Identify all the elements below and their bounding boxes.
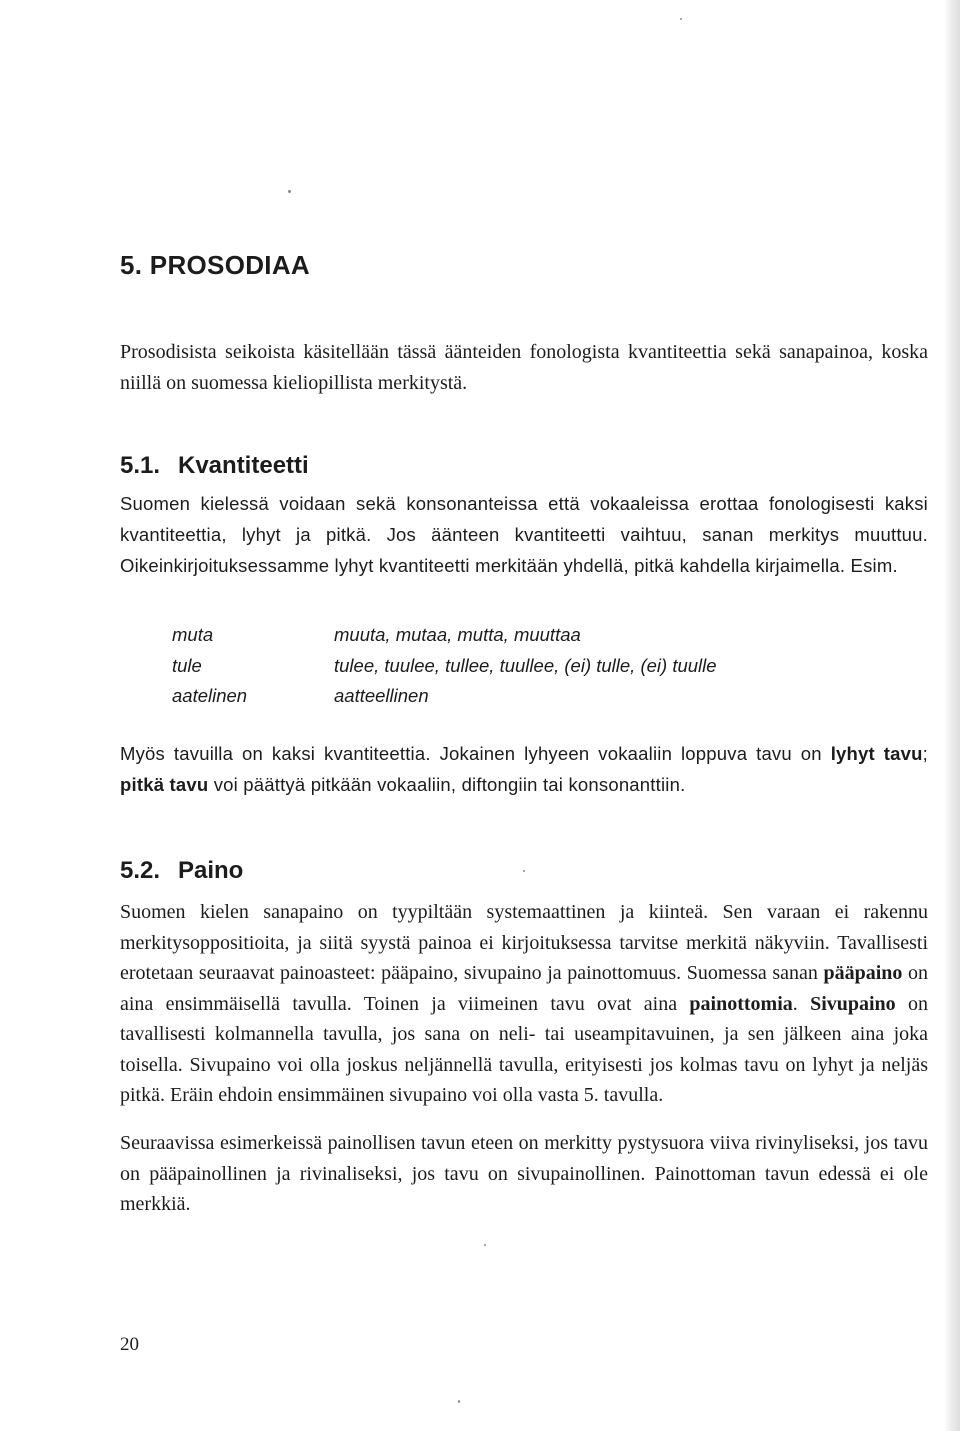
- example-row: [172, 681, 717, 712]
- text-run: Myös tavuilla on kaksi kvantiteettia. Jokainen lyhyeen vokaaliin loppuva tavu on: [120, 743, 831, 764]
- scan-speck: [680, 18, 682, 20]
- section-heading-quantity: [120, 452, 309, 480]
- text-run: ;: [922, 743, 928, 764]
- page-edge-shadow: [944, 0, 960, 1431]
- section-title: Kvantiteetti: [178, 452, 309, 479]
- section-number: 5.2.: [120, 857, 161, 884]
- example-base-word: muta: [172, 624, 214, 646]
- example-row: [172, 651, 717, 682]
- section-title: Paino: [178, 857, 244, 884]
- text-run: .: [792, 992, 811, 1015]
- stress-paragraph: [120, 897, 928, 1111]
- section-heading-stress: [120, 857, 243, 885]
- text-run: voi päättyä pitkään vokaaliin, diftongiin tai konsonanttiin.: [208, 774, 686, 795]
- term-long-syllable: pitkä tavu: [120, 774, 209, 795]
- quantity-examples: [172, 620, 717, 712]
- page-number: 20: [120, 1334, 139, 1355]
- term-short-syllable: lyhyt tavu: [830, 743, 923, 764]
- section-number: 5.1.: [120, 452, 161, 479]
- example-row: [172, 620, 717, 651]
- text-run: Suomen kielen sanapaino on tyypiltään systemaattinen ja kiinteä. Sen varaan ei rakennu merkitysoppositioita, ja siitä syystä painoa ei kirjoituksessa tarvitse merkitä näkyviin. Tavallisesti erotetaan seuraavat painoasteet: pääpaino, sivupaino ja painottomuus. Suomessa sanan: [120, 901, 928, 984]
- scan-speck: [523, 870, 525, 872]
- text-run: on tavallisesti kolmannella tavulla, jos sana on neli- tai useampitavuinen, ja sen jälkeen aina joka toisella. Sivupaino voi olla joskus neljännellä tavulla, erityisesti jos kolmas tavu on lyhyt ja neljäs pitkä. Eräin ehdoin ensimmäinen sivupaino voi olla vasta 5. tavulla.: [120, 992, 928, 1106]
- example-forms: muuta, mutaa, mutta, muuttaa: [334, 624, 581, 646]
- example-base-word: tule: [172, 654, 202, 676]
- scan-speck: [288, 190, 291, 193]
- chapter-intro: Prosodisista seikoista käsitellään tässä äänteiden fonologista kvantiteettia sekä sanapainoa, koska niillä on suomessa kieliopillista merkitystä.: [120, 341, 928, 394]
- example-forms: tulee, tuulee, tullee, tuullee, (ei) tulle, (ei) tuulle: [334, 654, 717, 676]
- scan-speck: [484, 1244, 486, 1246]
- quantity-paragraph: Suomen kielessä voidaan sekä konsonanteissa että vokaaleissa erottaa fonologisesti kaksi kvantiteettia, lyhyt ja pitkä. Jos äänteen kvantiteetti vaihtuu, sanan merkitys muuttuu. Oikeinkirjoituksessamme lyhyt kvantiteetti merkitään yhdellä, pitkä kahdella kirjaimella. Esim.: [120, 493, 928, 576]
- term-secondary-stress: Sivupaino: [810, 992, 896, 1015]
- chapter-title: 5. PROSODIAA: [120, 250, 310, 280]
- syllable-quantity-paragraph: [120, 738, 928, 800]
- scan-speck: [458, 1400, 460, 1403]
- stress-notation-paragraph: Seuraavissa esimerkeissä painollisen tavun eteen on merkitty pystysuora viiva rivinyliseksi, jos tavu on pääpainollinen ja rivinaliseksi, jos tavu on sivupainollinen. Painottoman tavun edessä ei ole merkkiä.: [120, 1132, 928, 1215]
- term-unstressed: painottomia: [689, 992, 793, 1015]
- example-forms: aatteellinen: [334, 685, 429, 707]
- text-run: on aina ensimmäisellä tavulla. Toinen ja viimeinen tavu ovat aina: [120, 962, 928, 1015]
- term-primary-stress: pääpaino: [823, 962, 903, 984]
- example-base-word: aatelinen: [172, 685, 248, 707]
